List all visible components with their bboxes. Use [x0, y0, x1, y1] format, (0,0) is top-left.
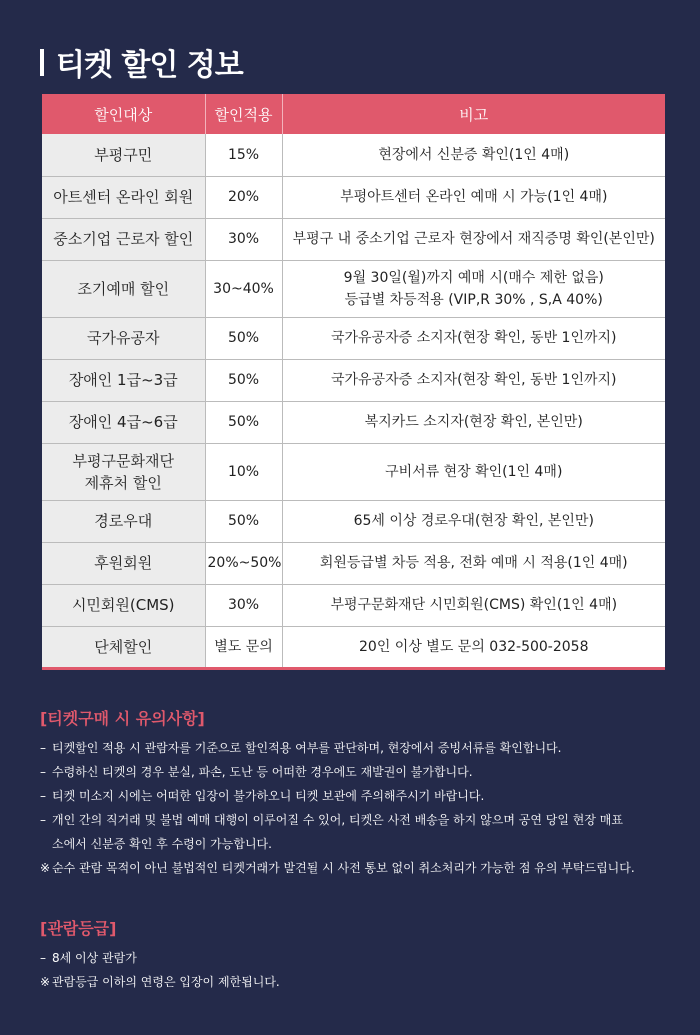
target-cell: [42, 260, 205, 317]
table-row: [42, 359, 665, 401]
note-cell: [282, 443, 665, 500]
target-cell-line: 후원회원: [94, 554, 153, 572]
note-cell-line: 복지카드 소지자(현장 확인, 본인만): [364, 414, 583, 430]
list-item-text: ※ 순수 관람 목적이 아닌 불법적인 티켓거래가 발견될 시 사전 통보 없이 취소처리가 가능한 점 유의 부탁드립니다.: [52, 861, 635, 875]
target-cell: [42, 626, 205, 668]
note-cell-line: 부평구문화재단 시민회원(CMS) 확인(1인 4매): [330, 597, 618, 613]
note-cell: [282, 500, 665, 542]
target-cell: [42, 218, 205, 260]
rate-cell: 50%: [205, 359, 282, 401]
rate-cell: 50%: [205, 500, 282, 542]
cautions-title: [티켓구매 시 유의사항]: [40, 709, 205, 728]
note-cell: [282, 260, 665, 317]
list-item: [40, 970, 670, 994]
rate-cell: 20%: [205, 176, 282, 218]
target-cell-line: 시민회원(CMS): [71, 596, 175, 614]
note-cell: [282, 584, 665, 626]
table-row: [42, 317, 665, 359]
list-item: [40, 784, 670, 808]
note-cell: [282, 359, 665, 401]
target-cell: [42, 542, 205, 584]
note-cell-line: 구비서류 현장 확인(1인 4매): [385, 463, 563, 480]
table-header-row: [42, 94, 665, 134]
rate-cell: 50%: [205, 401, 282, 443]
list-item-text: – 8세 이상 관람가: [52, 951, 137, 965]
target-cell-line: 부평구민: [94, 145, 153, 164]
list-item: [40, 856, 670, 880]
list-item-text: 소에서 신분증 확인 후 수령이 가능합니다.: [52, 837, 272, 851]
note-cell-line: 부평아트센터 온라인 예매 시 가능(1인 4매): [340, 189, 608, 205]
note-cell: [282, 134, 665, 176]
list-item-text: – 수령하신 티켓의 경우 분실, 파손, 도난 등 어떠한 경우에도 재발권이 불가합니다.: [52, 765, 473, 779]
target-cell-line: 장애인 1급~3급: [68, 371, 178, 389]
note-cell: [282, 176, 665, 218]
target-cell-line: 조기예매 할인: [77, 279, 170, 298]
note-cell-line: 9월 30일(월)까지 예매 시(매수 제한 없음): [343, 269, 604, 286]
note-cell-line: 국가유공자증 소지자(현장 확인, 동반 1인까지): [330, 330, 617, 346]
table-row: [42, 584, 665, 626]
header-target: 할인대상: [42, 94, 205, 134]
target-cell: [42, 317, 205, 359]
note-cell-line: 등급별 차등적용 (VIP,R 30% , S,A 40%): [344, 291, 603, 308]
target-cell-line: 장애인 4급~6급: [68, 413, 178, 431]
table-row: [42, 176, 665, 218]
table-row: [42, 542, 665, 584]
list-item: [40, 946, 670, 970]
note-cell: [282, 317, 665, 359]
list-item: [40, 736, 670, 760]
rate-cell: 30%: [205, 218, 282, 260]
table-row: [42, 260, 665, 317]
note-cell-line: 회원등급별 차등 적용, 전화 예매 시 적용(1인 4매): [319, 555, 628, 571]
note-cell-line: 국가유공자증 소지자(현장 확인, 동반 1인까지): [330, 372, 617, 388]
header-note: 비고: [282, 94, 665, 134]
target-cell: [42, 443, 205, 500]
table-row: [42, 443, 665, 500]
rate-cell: 별도 문의: [205, 626, 282, 668]
rate-cell: 20%~50%: [205, 542, 282, 584]
target-cell-line: 경로우대: [94, 512, 153, 530]
page-title: [40, 40, 243, 84]
note-cell-line: 부평구 내 중소기업 근로자 현장에서 재직증명 확인(본인만): [292, 231, 655, 247]
note-cell-line: 20인 이상 별도 문의 032-500-2058: [359, 638, 589, 655]
target-cell-line: 단체할인: [94, 637, 153, 656]
target-cell: [42, 134, 205, 176]
rating-list: [40, 946, 670, 994]
note-cell-line: 현장에서 신분증 확인(1인 4매): [378, 146, 570, 163]
target-cell-line: 아트센터 온라인 회원: [53, 188, 194, 206]
note-cell-line: 65세 이상 경로우대(현장 확인, 본인만): [353, 513, 594, 529]
list-item-text: ※ 관람등급 이하의 연령은 입장이 제한됩니다.: [52, 975, 280, 989]
target-cell: [42, 500, 205, 542]
rate-cell: 10%: [205, 443, 282, 500]
note-cell: [282, 542, 665, 584]
table-row: [42, 218, 665, 260]
discount-table: [42, 94, 665, 670]
cautions-list: [40, 736, 670, 880]
list-item: [40, 808, 670, 856]
table-row: [42, 500, 665, 542]
list-item-text: – 티켓할인 적용 시 관람자를 기준으로 할인적용 여부를 판단하며, 현장에서 증빙서류를 확인합니다.: [52, 741, 562, 755]
target-cell-line: 중소기업 근로자 할인: [53, 230, 194, 248]
target-cell-line: 부평구문화재단: [72, 451, 174, 470]
note-cell: [282, 626, 665, 668]
table-row: [42, 401, 665, 443]
list-item-text: – 개인 간의 직거래 및 불법 예매 대행이 이루어질 수 있어, 티켓은 사전 배송을 하지 않으며 공연 당일 현장 매표: [52, 813, 623, 827]
target-cell: [42, 176, 205, 218]
table-row: [42, 134, 665, 176]
target-cell: [42, 584, 205, 626]
table-row: [42, 626, 665, 668]
rate-cell: 30%: [205, 584, 282, 626]
rate-cell: 15%: [205, 134, 282, 176]
title-bar-decoration: [40, 49, 44, 76]
target-cell-line: 국가유공자: [87, 329, 160, 347]
note-cell: [282, 401, 665, 443]
rate-cell: 30~40%: [205, 260, 282, 317]
note-cell: [282, 218, 665, 260]
rating-title: [관람등급]: [40, 919, 117, 938]
list-item-text: – 티켓 미소지 시에는 어떠한 입장이 불가하오니 티켓 보관에 주의해주시기 바랍니다.: [52, 789, 485, 803]
target-cell: [42, 359, 205, 401]
target-cell-line: 제휴처 할인: [84, 473, 162, 492]
target-cell: [42, 401, 205, 443]
list-item: [40, 760, 670, 784]
rate-cell: 50%: [205, 317, 282, 359]
page-title-text: 티켓 할인 정보: [56, 48, 243, 83]
header-rate: 할인적용: [205, 94, 282, 134]
